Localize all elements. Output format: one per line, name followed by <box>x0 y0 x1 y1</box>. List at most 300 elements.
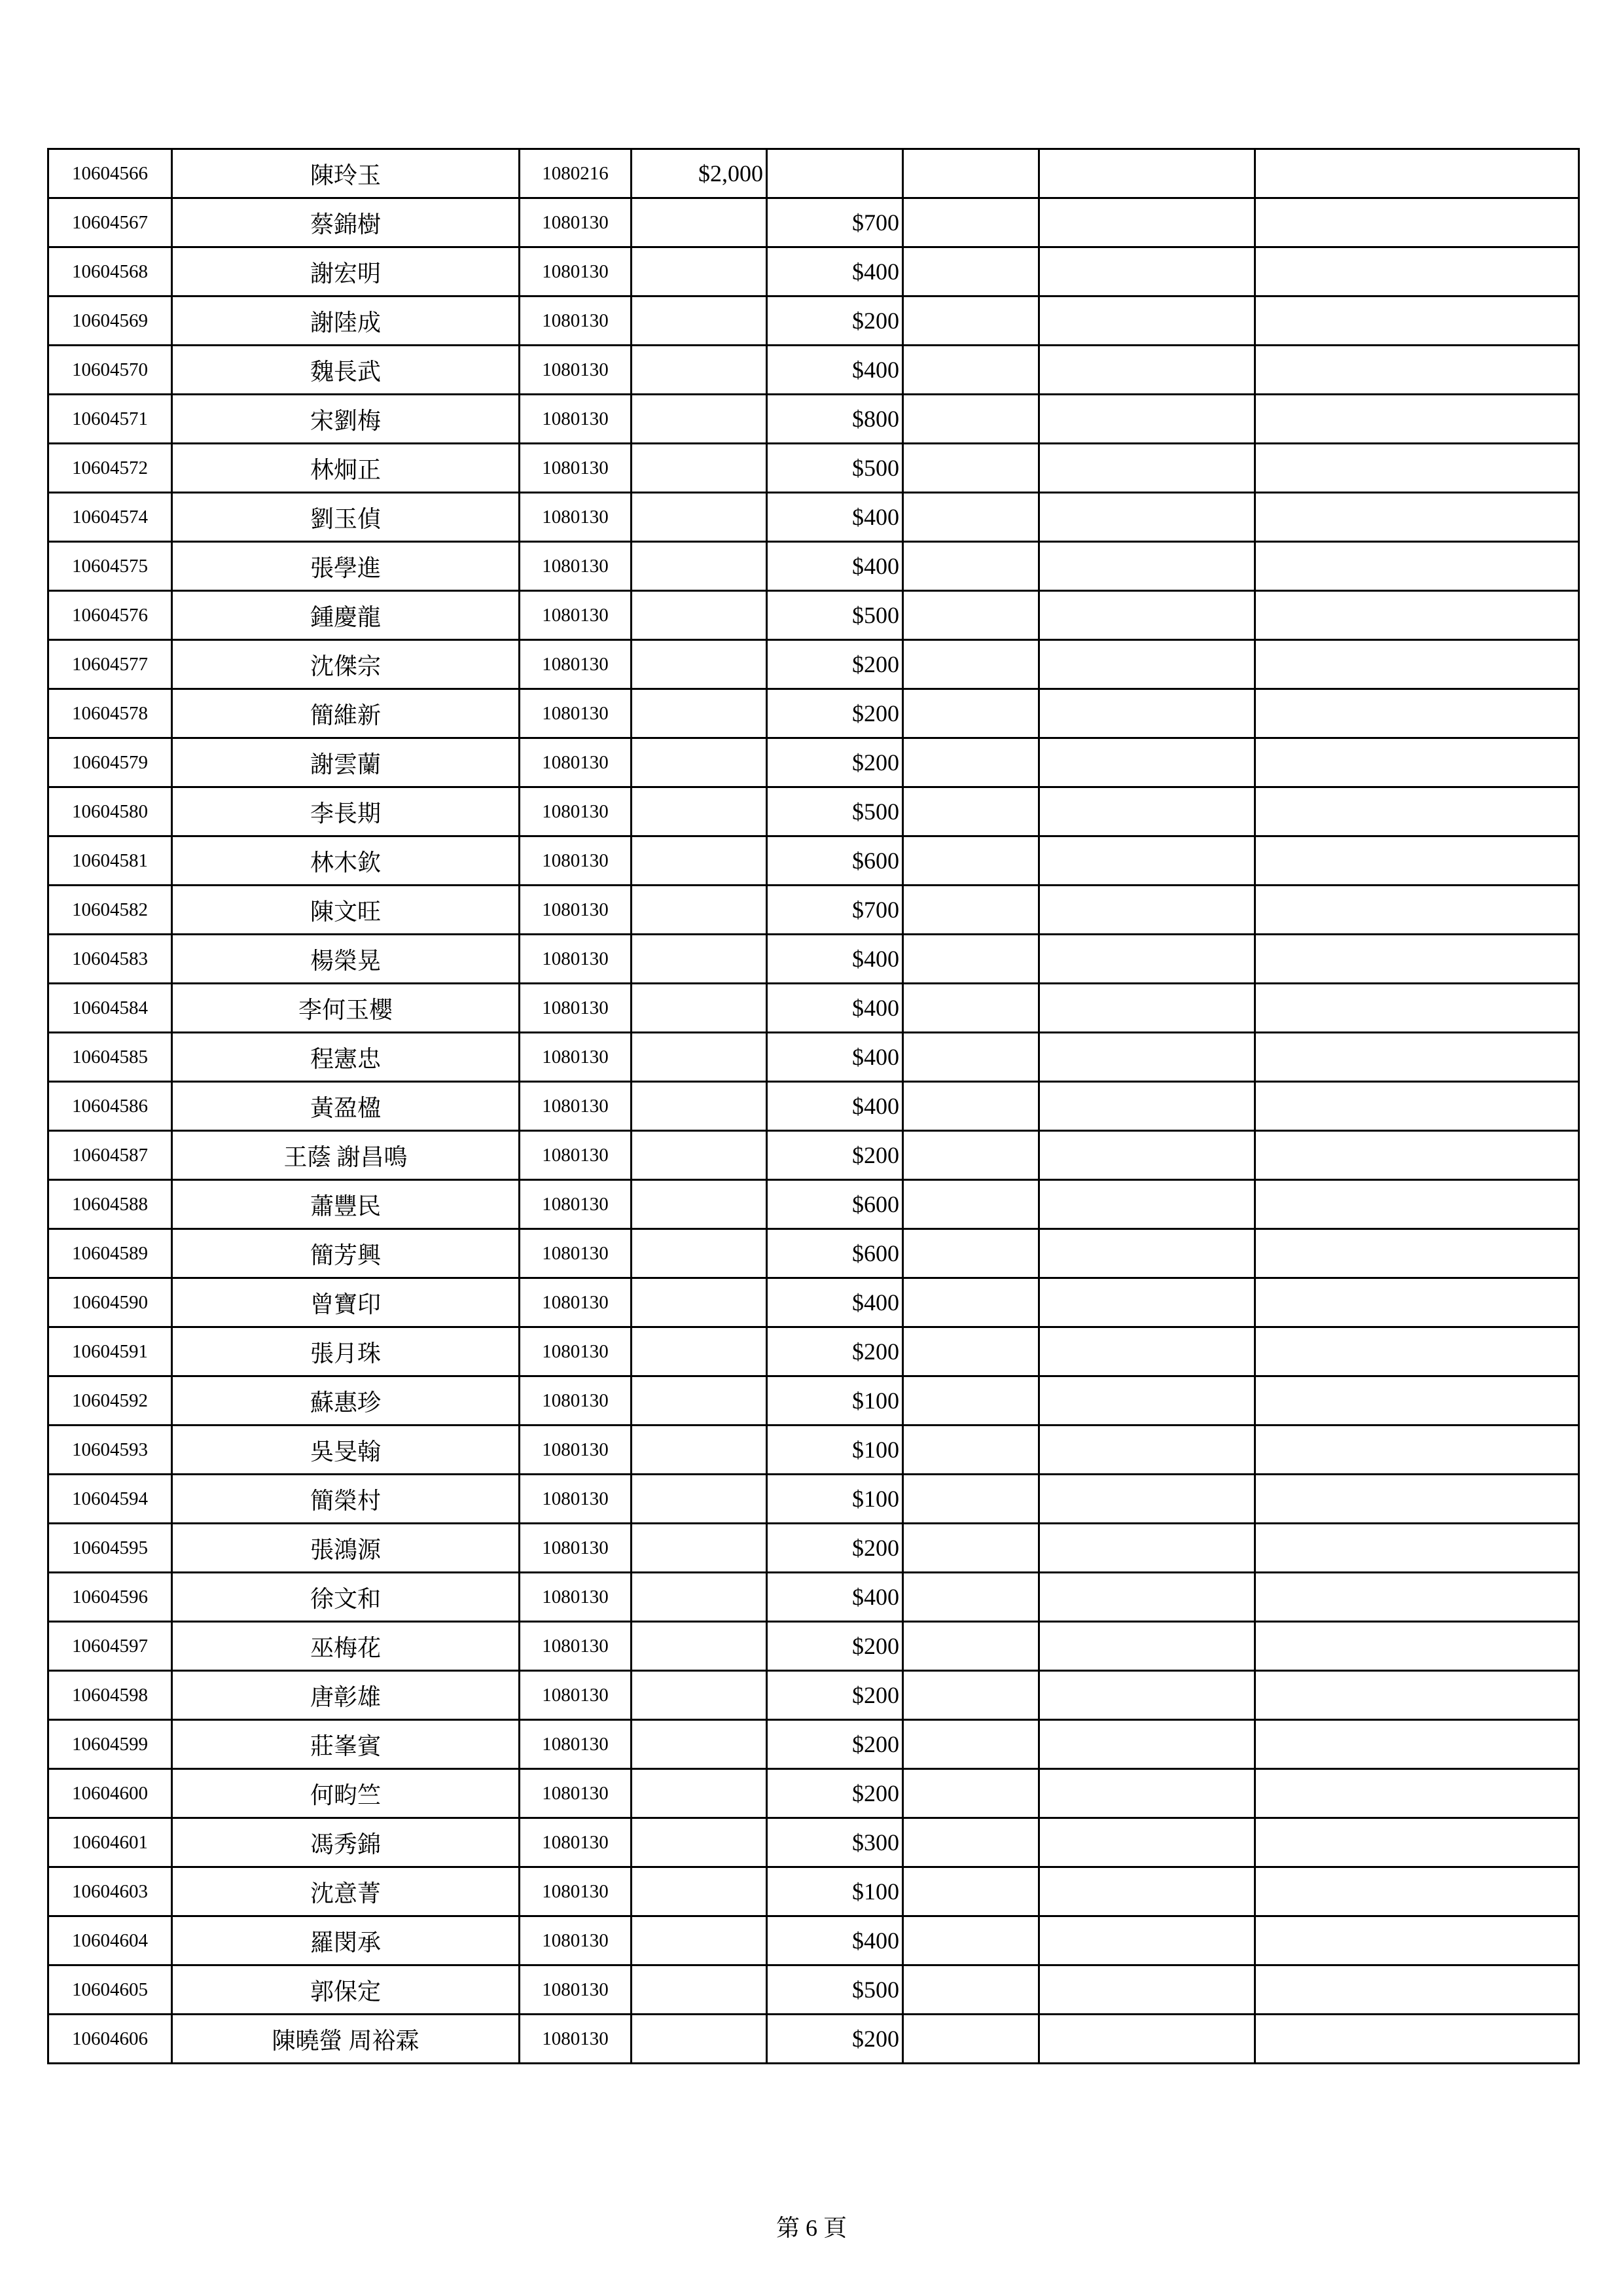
record-date: 1080130 <box>520 738 632 787</box>
amount-column-a <box>632 1916 767 1965</box>
amount-column-b: $400 <box>767 1573 903 1622</box>
empty-cell <box>1255 836 1579 886</box>
donor-name: 吳旻翰 <box>172 1426 520 1475</box>
table-row <box>48 1229 1579 1278</box>
table-row <box>48 1033 1579 1082</box>
table-row <box>48 444 1579 493</box>
amount-column-b: $500 <box>767 787 903 836</box>
donation-ledger-table <box>47 148 1580 2064</box>
ledger-body <box>48 149 1579 2064</box>
record-date: 1080130 <box>520 346 632 395</box>
empty-cell <box>1039 738 1255 787</box>
amount-column-a <box>632 1671 767 1720</box>
amount-column-b: $100 <box>767 1475 903 1524</box>
empty-cell <box>903 1475 1039 1524</box>
table-row <box>48 1131 1579 1180</box>
record-id: 10604578 <box>48 689 172 738</box>
empty-cell <box>1255 1720 1579 1769</box>
donor-name: 謝宏明 <box>172 247 520 296</box>
donor-name: 張月珠 <box>172 1327 520 1376</box>
empty-cell <box>1039 247 1255 296</box>
table-row <box>48 1475 1579 1524</box>
record-date: 1080130 <box>520 493 632 542</box>
amount-column-a <box>632 1229 767 1278</box>
record-id: 10604570 <box>48 346 172 395</box>
amount-column-b: $200 <box>767 738 903 787</box>
empty-cell <box>903 1965 1039 2015</box>
amount-column-a <box>632 1769 767 1818</box>
donor-name: 何畇竺 <box>172 1769 520 1818</box>
empty-cell <box>1255 1965 1579 2015</box>
empty-cell <box>903 198 1039 247</box>
table-row <box>48 346 1579 395</box>
page-number: 第 6 頁 <box>776 2215 847 2241</box>
amount-column-b: $100 <box>767 1376 903 1426</box>
empty-cell <box>1039 1475 1255 1524</box>
amount-column-a <box>632 787 767 836</box>
empty-cell <box>903 1573 1039 1622</box>
table-row <box>48 1327 1579 1376</box>
empty-cell <box>1039 591 1255 640</box>
amount-column-b: $200 <box>767 1131 903 1180</box>
amount-column-a <box>632 1818 767 1867</box>
amount-column-a <box>632 1965 767 2015</box>
donor-name: 沈意菁 <box>172 1867 520 1916</box>
table-row <box>48 591 1579 640</box>
amount-column-b: $400 <box>767 935 903 984</box>
amount-column-a <box>632 1720 767 1769</box>
amount-column-a <box>632 738 767 787</box>
amount-column-b: $400 <box>767 1082 903 1131</box>
amount-column-b: $200 <box>767 2015 903 2064</box>
empty-cell <box>1255 1229 1579 1278</box>
amount-column-a <box>632 1524 767 1573</box>
amount-column-a <box>632 444 767 493</box>
record-date: 1080216 <box>520 149 632 198</box>
empty-cell <box>903 1524 1039 1573</box>
empty-cell <box>1039 1965 1255 2015</box>
empty-cell <box>1255 296 1579 346</box>
donor-name: 鍾慶龍 <box>172 591 520 640</box>
record-date: 1080130 <box>520 1671 632 1720</box>
empty-cell <box>903 1327 1039 1376</box>
empty-cell <box>1255 493 1579 542</box>
amount-column-b: $200 <box>767 1769 903 1818</box>
record-id: 10604569 <box>48 296 172 346</box>
amount-column-a: $2,000 <box>632 149 767 198</box>
donor-name: 程憲忠 <box>172 1033 520 1082</box>
donor-name: 謝陸成 <box>172 296 520 346</box>
record-date: 1080130 <box>520 1524 632 1573</box>
donor-name: 王蔭 謝昌鳴 <box>172 1131 520 1180</box>
empty-cell <box>903 836 1039 886</box>
empty-cell <box>1039 640 1255 689</box>
table-row <box>48 1769 1579 1818</box>
empty-cell <box>903 493 1039 542</box>
amount-column-a <box>632 1327 767 1376</box>
empty-cell <box>1255 198 1579 247</box>
table-row <box>48 296 1579 346</box>
record-date: 1080130 <box>520 1278 632 1327</box>
amount-column-a <box>632 1573 767 1622</box>
empty-cell <box>1039 984 1255 1033</box>
amount-column-b: $400 <box>767 346 903 395</box>
empty-cell <box>1255 1033 1579 1082</box>
amount-column-a <box>632 984 767 1033</box>
amount-column-a <box>632 1426 767 1475</box>
amount-column-b: $500 <box>767 591 903 640</box>
record-date: 1080130 <box>520 1867 632 1916</box>
record-date: 1080130 <box>520 1426 632 1475</box>
empty-cell <box>1039 395 1255 444</box>
record-date: 1080130 <box>520 1180 632 1229</box>
empty-cell <box>1039 1327 1255 1376</box>
empty-cell <box>1255 1376 1579 1426</box>
empty-cell <box>903 738 1039 787</box>
amount-column-a <box>632 2015 767 2064</box>
record-id: 10604581 <box>48 836 172 886</box>
record-id: 10604596 <box>48 1573 172 1622</box>
record-date: 1080130 <box>520 395 632 444</box>
record-id: 10604582 <box>48 886 172 935</box>
donor-name: 張學進 <box>172 542 520 591</box>
empty-cell <box>1255 1180 1579 1229</box>
empty-cell <box>1255 149 1579 198</box>
empty-cell <box>903 1229 1039 1278</box>
record-date: 1080130 <box>520 444 632 493</box>
record-date: 1080130 <box>520 886 632 935</box>
record-id: 10604595 <box>48 1524 172 1573</box>
donor-name: 謝雲蘭 <box>172 738 520 787</box>
empty-cell <box>1255 787 1579 836</box>
empty-cell <box>903 1376 1039 1426</box>
amount-column-b: $200 <box>767 1671 903 1720</box>
record-date: 1080130 <box>520 296 632 346</box>
donor-name: 宋劉梅 <box>172 395 520 444</box>
empty-cell <box>1255 1769 1579 1818</box>
amount-column-a <box>632 1278 767 1327</box>
empty-cell <box>903 1916 1039 1965</box>
record-date: 1080130 <box>520 640 632 689</box>
empty-cell <box>1255 640 1579 689</box>
amount-column-b: $600 <box>767 1229 903 1278</box>
record-date: 1080130 <box>520 1818 632 1867</box>
empty-cell <box>903 787 1039 836</box>
donor-name: 沈傑宗 <box>172 640 520 689</box>
donor-name: 陳文旺 <box>172 886 520 935</box>
table-row <box>48 1524 1579 1573</box>
table-row <box>48 493 1579 542</box>
empty-cell <box>1039 444 1255 493</box>
amount-column-a <box>632 198 767 247</box>
donor-name: 蘇惠珍 <box>172 1376 520 1426</box>
empty-cell <box>903 984 1039 1033</box>
empty-cell <box>1255 1916 1579 1965</box>
empty-cell <box>1255 935 1579 984</box>
empty-cell <box>1255 591 1579 640</box>
empty-cell <box>903 1278 1039 1327</box>
empty-cell <box>1039 1426 1255 1475</box>
amount-column-a <box>632 1131 767 1180</box>
amount-column-b: $200 <box>767 1622 903 1671</box>
record-id: 10604606 <box>48 2015 172 2064</box>
empty-cell <box>1039 1916 1255 1965</box>
amount-column-b: $600 <box>767 836 903 886</box>
record-date: 1080130 <box>520 1916 632 1965</box>
donor-name: 徐文和 <box>172 1573 520 1622</box>
table-row <box>48 247 1579 296</box>
donor-name: 陳玲玉 <box>172 149 520 198</box>
table-row <box>48 1671 1579 1720</box>
amount-column-b: $300 <box>767 1818 903 1867</box>
empty-cell <box>1255 689 1579 738</box>
amount-column-a <box>632 1867 767 1916</box>
donor-name: 巫梅花 <box>172 1622 520 1671</box>
amount-column-a <box>632 591 767 640</box>
empty-cell <box>1039 1082 1255 1131</box>
record-id: 10604605 <box>48 1965 172 2015</box>
record-date: 1080130 <box>520 1622 632 1671</box>
record-date: 1080130 <box>520 2015 632 2064</box>
empty-cell <box>903 591 1039 640</box>
amount-column-b: $200 <box>767 689 903 738</box>
empty-cell <box>1039 542 1255 591</box>
empty-cell <box>903 1033 1039 1082</box>
donor-name: 莊峯賓 <box>172 1720 520 1769</box>
empty-cell <box>1255 346 1579 395</box>
amount-column-a <box>632 493 767 542</box>
donor-name: 曾寶印 <box>172 1278 520 1327</box>
empty-cell <box>1039 1671 1255 1720</box>
empty-cell <box>1039 886 1255 935</box>
empty-cell <box>1255 1278 1579 1327</box>
empty-cell <box>1039 1278 1255 1327</box>
empty-cell <box>1255 1131 1579 1180</box>
table-row <box>48 1082 1579 1131</box>
empty-cell <box>903 1082 1039 1131</box>
empty-cell <box>1039 1769 1255 1818</box>
amount-column-b: $800 <box>767 395 903 444</box>
record-id: 10604577 <box>48 640 172 689</box>
table-row <box>48 1965 1579 2015</box>
record-date: 1080130 <box>520 1131 632 1180</box>
donor-name: 唐彰雄 <box>172 1671 520 1720</box>
record-id: 10604580 <box>48 787 172 836</box>
empty-cell <box>903 542 1039 591</box>
record-id: 10604592 <box>48 1376 172 1426</box>
donor-name: 李何玉櫻 <box>172 984 520 1033</box>
table-row <box>48 1573 1579 1622</box>
record-id: 10604587 <box>48 1131 172 1180</box>
table-row <box>48 935 1579 984</box>
record-id: 10604601 <box>48 1818 172 1867</box>
empty-cell <box>1255 444 1579 493</box>
empty-cell <box>903 1720 1039 1769</box>
record-id: 10604604 <box>48 1916 172 1965</box>
record-id: 10604572 <box>48 444 172 493</box>
record-date: 1080130 <box>520 1475 632 1524</box>
record-date: 1080130 <box>520 542 632 591</box>
table-row <box>48 1278 1579 1327</box>
empty-cell <box>1039 935 1255 984</box>
empty-cell <box>903 1671 1039 1720</box>
amount-column-b: $200 <box>767 1327 903 1376</box>
amount-column-b: $700 <box>767 198 903 247</box>
empty-cell <box>1039 149 1255 198</box>
empty-cell <box>903 1867 1039 1916</box>
table-row <box>48 984 1579 1033</box>
record-id: 10604591 <box>48 1327 172 1376</box>
empty-cell <box>1039 1376 1255 1426</box>
amount-column-a <box>632 1622 767 1671</box>
amount-column-a <box>632 542 767 591</box>
empty-cell <box>903 444 1039 493</box>
table-row <box>48 1720 1579 1769</box>
record-id: 10604583 <box>48 935 172 984</box>
empty-cell <box>903 247 1039 296</box>
table-row <box>48 1818 1579 1867</box>
record-date: 1080130 <box>520 984 632 1033</box>
amount-column-b: $500 <box>767 444 903 493</box>
empty-cell <box>1039 1573 1255 1622</box>
donor-name: 蕭豐民 <box>172 1180 520 1229</box>
record-id: 10604588 <box>48 1180 172 1229</box>
empty-cell <box>1039 787 1255 836</box>
empty-cell <box>903 689 1039 738</box>
table-row <box>48 640 1579 689</box>
amount-column-a <box>632 1082 767 1131</box>
amount-column-b: $400 <box>767 493 903 542</box>
empty-cell <box>1039 198 1255 247</box>
empty-cell <box>903 1180 1039 1229</box>
empty-cell <box>1255 886 1579 935</box>
empty-cell <box>1039 296 1255 346</box>
table-row <box>48 542 1579 591</box>
empty-cell <box>1039 1867 1255 1916</box>
table-row <box>48 1916 1579 1965</box>
amount-column-b: $200 <box>767 640 903 689</box>
donor-name: 郭保定 <box>172 1965 520 2015</box>
empty-cell <box>1255 247 1579 296</box>
record-date: 1080130 <box>520 1082 632 1131</box>
empty-cell <box>1255 984 1579 1033</box>
empty-cell <box>1255 542 1579 591</box>
empty-cell <box>903 935 1039 984</box>
empty-cell <box>1039 1622 1255 1671</box>
amount-column-b: $200 <box>767 1524 903 1573</box>
record-id: 10604589 <box>48 1229 172 1278</box>
amount-column-a <box>632 247 767 296</box>
amount-column-b: $200 <box>767 1720 903 1769</box>
record-id: 10604568 <box>48 247 172 296</box>
record-id: 10604594 <box>48 1475 172 1524</box>
record-date: 1080130 <box>520 1573 632 1622</box>
amount-column-b: $400 <box>767 1278 903 1327</box>
empty-cell <box>1039 346 1255 395</box>
empty-cell <box>1255 1426 1579 1475</box>
record-date: 1080130 <box>520 1229 632 1278</box>
amount-column-b: $400 <box>767 247 903 296</box>
donor-name: 黃盈楹 <box>172 1082 520 1131</box>
amount-column-a <box>632 689 767 738</box>
empty-cell <box>1039 2015 1255 2064</box>
amount-column-b: $400 <box>767 984 903 1033</box>
record-date: 1080130 <box>520 1720 632 1769</box>
record-id: 10604576 <box>48 591 172 640</box>
amount-column-a <box>632 640 767 689</box>
table-row <box>48 787 1579 836</box>
table-row <box>48 689 1579 738</box>
donor-name: 簡維新 <box>172 689 520 738</box>
record-date: 1080130 <box>520 247 632 296</box>
record-date: 1080130 <box>520 935 632 984</box>
record-date: 1080130 <box>520 1033 632 1082</box>
donor-name: 馮秀錦 <box>172 1818 520 1867</box>
amount-column-a <box>632 886 767 935</box>
amount-column-b: $400 <box>767 1916 903 1965</box>
empty-cell <box>1255 2015 1579 2064</box>
empty-cell <box>1039 689 1255 738</box>
record-date: 1080130 <box>520 1965 632 2015</box>
record-date: 1080130 <box>520 1376 632 1426</box>
record-id: 10604567 <box>48 198 172 247</box>
amount-column-a <box>632 296 767 346</box>
record-date: 1080130 <box>520 787 632 836</box>
table-row <box>48 2015 1579 2064</box>
record-id: 10604584 <box>48 984 172 1033</box>
amount-column-b: $400 <box>767 542 903 591</box>
empty-cell <box>1255 1573 1579 1622</box>
empty-cell <box>1039 1524 1255 1573</box>
record-id: 10604603 <box>48 1867 172 1916</box>
empty-cell <box>1039 493 1255 542</box>
donor-name: 羅閔承 <box>172 1916 520 1965</box>
amount-column-b: $100 <box>767 1426 903 1475</box>
record-id: 10604579 <box>48 738 172 787</box>
amount-column-a <box>632 836 767 886</box>
donor-name: 魏長武 <box>172 346 520 395</box>
empty-cell <box>1255 1082 1579 1131</box>
record-id: 10604586 <box>48 1082 172 1131</box>
donor-name: 林木欽 <box>172 836 520 886</box>
empty-cell <box>903 1818 1039 1867</box>
donor-name: 蔡錦樹 <box>172 198 520 247</box>
empty-cell <box>903 1131 1039 1180</box>
donor-name: 陳曉螢 周裕霖 <box>172 2015 520 2064</box>
record-id: 10604590 <box>48 1278 172 1327</box>
table-row <box>48 1622 1579 1671</box>
empty-cell <box>1255 738 1579 787</box>
record-date: 1080130 <box>520 1327 632 1376</box>
record-id: 10604599 <box>48 1720 172 1769</box>
table-row <box>48 149 1579 198</box>
record-date: 1080130 <box>520 836 632 886</box>
empty-cell <box>903 346 1039 395</box>
donor-name: 李長期 <box>172 787 520 836</box>
table-row <box>48 738 1579 787</box>
table-row <box>48 1426 1579 1475</box>
table-row <box>48 1867 1579 1916</box>
empty-cell <box>1039 1033 1255 1082</box>
donor-name: 林炯正 <box>172 444 520 493</box>
empty-cell <box>1039 1720 1255 1769</box>
empty-cell <box>903 296 1039 346</box>
record-date: 1080130 <box>520 591 632 640</box>
donor-name: 劉玉偵 <box>172 493 520 542</box>
empty-cell <box>1255 1867 1579 1916</box>
empty-cell <box>903 395 1039 444</box>
table-row <box>48 1376 1579 1426</box>
